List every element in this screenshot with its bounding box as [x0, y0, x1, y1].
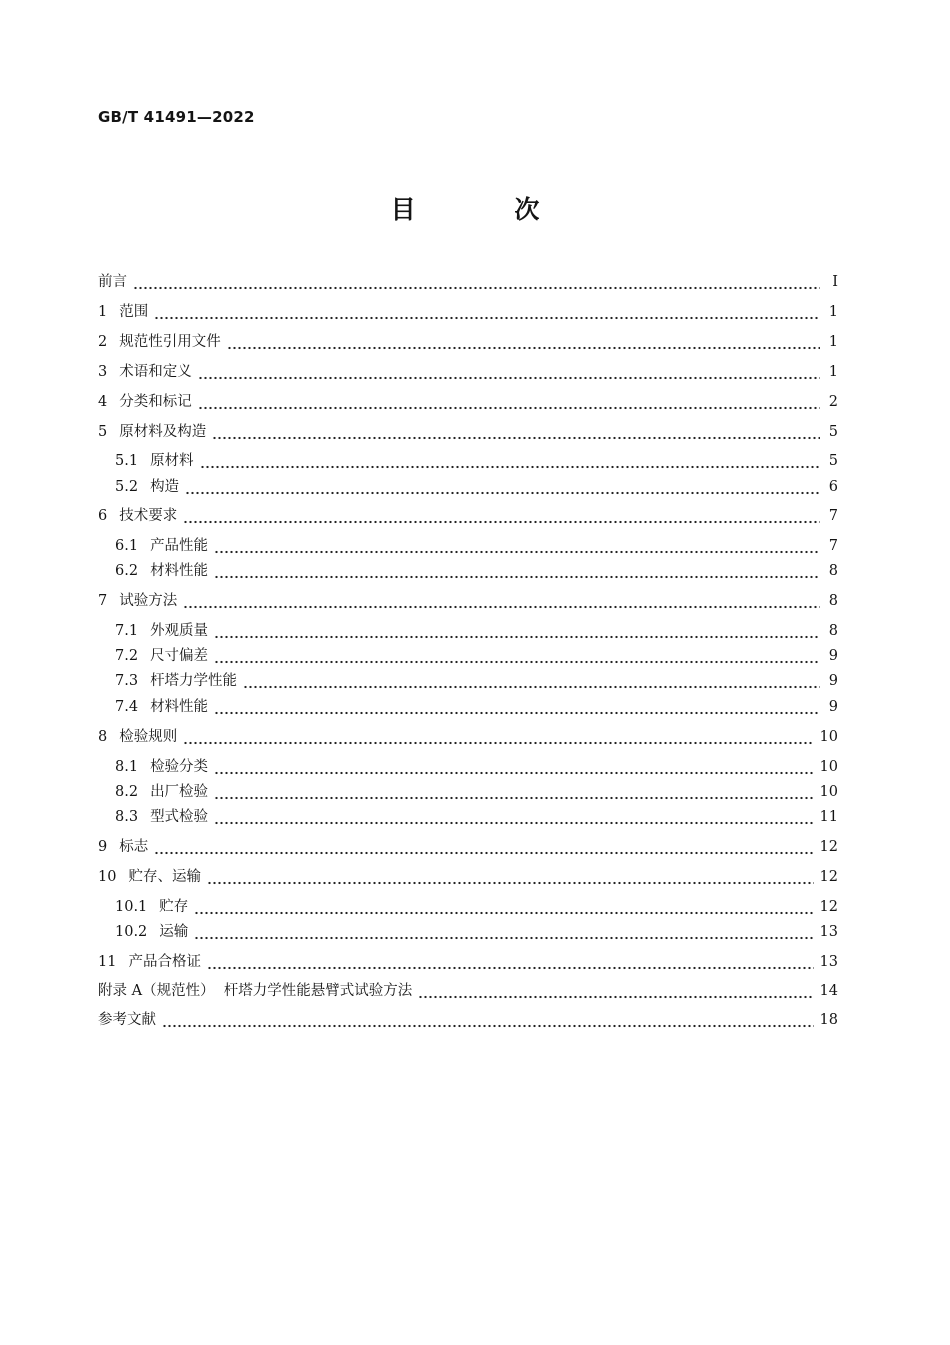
toc-entry [98, 421, 838, 443]
toc-entry [115, 696, 838, 718]
toc-entry [98, 951, 838, 973]
toc-entry-label: 出厂检验 [150, 784, 209, 800]
toc-entry-page: 9 [828, 673, 838, 689]
toc-entry-page: 12 [819, 839, 838, 855]
toc-entry-label: 规范性引用文件 [119, 334, 221, 350]
toc-entry [98, 866, 838, 888]
toc-entry-number: 5.1 [115, 453, 139, 469]
toc-entry-page: 2 [828, 394, 838, 410]
toc-entry-label: 标志 [119, 839, 149, 855]
dot-leader [200, 450, 820, 472]
dot-leader [214, 560, 820, 582]
toc-entry-number: 5.2 [115, 479, 139, 495]
toc-entry-number: 3 [98, 364, 108, 380]
toc-entry [115, 620, 838, 642]
dot-leader [214, 696, 820, 718]
toc-entry-label: 范围 [119, 304, 149, 320]
toc-entry-number: 7.4 [115, 699, 139, 715]
toc-entry-number: 8.1 [115, 759, 139, 775]
toc-entry-number: 6.2 [115, 563, 139, 579]
toc-entry-page: 11 [819, 809, 838, 825]
toc-entry [115, 756, 838, 778]
toc-entry-label: 型式检验 [150, 809, 209, 825]
toc-entry-number: 5 [98, 424, 108, 440]
toc-entry-number: 7.1 [115, 623, 139, 639]
dot-leader [154, 836, 813, 858]
toc-entry-page: 1 [828, 304, 838, 320]
toc-entry [98, 590, 838, 612]
toc-entry-number: 7 [98, 593, 108, 609]
toc-entry-number: 10.2 [115, 924, 148, 940]
dot-leader [162, 1009, 814, 1031]
dot-leader [227, 331, 820, 353]
toc-entry [115, 670, 838, 692]
toc-entry-number: 11 [98, 954, 117, 970]
toc-entry [98, 836, 838, 858]
toc-entry-label: 参考文献 [98, 1012, 156, 1028]
toc-entry-label: 产品性能 [150, 538, 209, 554]
toc-entry-page: Ⅰ [832, 274, 838, 290]
dot-leader [214, 620, 820, 642]
toc-entry-number: 1 [98, 304, 108, 320]
toc-entry [98, 331, 838, 353]
toc-entry-number: 6 [98, 508, 108, 524]
toc-entry-page: 10 [819, 759, 838, 775]
toc-entry-page: 8 [828, 623, 838, 639]
toc-entry-page: 9 [828, 648, 838, 664]
toc-entry-label: 材料性能 [150, 699, 209, 715]
toc-entry-label: 原材料 [150, 453, 194, 469]
dot-leader [214, 756, 813, 778]
toc-entry [115, 645, 838, 667]
toc-entry-page: 18 [819, 1012, 838, 1028]
toc-entry [98, 980, 838, 1002]
document-code: GB/T 41491—2022 [98, 108, 255, 126]
dot-leader [214, 645, 820, 667]
toc-entry-number: 4 [98, 394, 108, 410]
toc-title: 目 次 [390, 195, 585, 224]
toc-entry-label: 材料性能 [150, 563, 209, 579]
toc-entry-page: 9 [828, 699, 838, 715]
dot-leader [194, 921, 813, 943]
toc-entry-label: 分类和标记 [119, 394, 192, 410]
toc-entry-label: 构造 [150, 479, 180, 495]
dot-leader [214, 806, 813, 828]
toc-entry-page: 12 [819, 869, 838, 885]
dot-leader [183, 590, 820, 612]
toc-entry-number: 7.2 [115, 648, 139, 664]
toc-entry-page: 5 [828, 424, 838, 440]
dot-leader [183, 726, 813, 748]
toc-entry-page: 8 [828, 563, 838, 579]
toc-entry [98, 505, 838, 527]
toc-entry-label: 前言 [98, 274, 127, 290]
toc-entry [98, 361, 838, 383]
toc-entry [115, 476, 838, 498]
toc-entry-number: 7.3 [115, 673, 139, 689]
dot-leader [214, 781, 813, 803]
toc-entry [98, 301, 838, 323]
toc-entry-label: 产品合格证 [128, 954, 201, 970]
toc-entry-label: 杆塔力学性能 [150, 673, 238, 689]
toc-entry [115, 896, 838, 918]
toc-entry-label: 附录 A（规范性） 杆塔力学性能悬臂式试验方法 [98, 983, 413, 999]
toc-entry-page: 12 [819, 899, 838, 915]
dot-leader [243, 670, 820, 692]
toc-entry-label: 术语和定义 [119, 364, 192, 380]
toc-entry-page: 6 [828, 479, 838, 495]
toc-entry-page: 7 [828, 538, 838, 554]
toc-entry-number: 8 [98, 729, 108, 745]
toc-entry-label: 原材料及构造 [119, 424, 207, 440]
toc-entry-label: 技术要求 [119, 508, 178, 524]
dot-leader [185, 476, 820, 498]
dot-leader [198, 361, 820, 383]
dot-leader [207, 866, 814, 888]
toc-entry [98, 271, 838, 293]
toc-entry-number: 10.1 [115, 899, 148, 915]
toc-entry-page: 8 [828, 593, 838, 609]
dot-leader [183, 505, 820, 527]
dot-leader [207, 951, 814, 973]
dot-leader [133, 271, 820, 293]
toc-entry-number: 8.3 [115, 809, 139, 825]
dot-leader [418, 980, 813, 1002]
toc-entry-page: 13 [819, 954, 838, 970]
dot-leader [198, 391, 820, 413]
toc-entry-page: 1 [828, 334, 838, 350]
dot-leader [212, 421, 820, 443]
toc-entry-label: 试验方法 [119, 593, 178, 609]
toc-entry-page: 1 [828, 364, 838, 380]
toc-entry [115, 806, 838, 828]
toc-entry-page: 7 [828, 508, 838, 524]
toc-entry-page: 10 [819, 729, 838, 745]
toc-entry-number: 9 [98, 839, 108, 855]
toc-entry-label: 检验分类 [150, 759, 209, 775]
toc-entry-label: 运输 [159, 924, 189, 940]
toc-entry [98, 391, 838, 413]
toc-entry-label: 检验规则 [119, 729, 178, 745]
toc-entry-number: 6.1 [115, 538, 139, 554]
toc-entry [98, 1009, 838, 1031]
toc-entry-label: 贮存、运输 [128, 869, 201, 885]
toc-entry-number: 8.2 [115, 784, 139, 800]
toc-entry-number: 10 [98, 869, 117, 885]
toc-entry-number: 2 [98, 334, 108, 350]
toc-entry [115, 450, 838, 472]
toc-entry-page: 5 [828, 453, 838, 469]
toc-entry [115, 535, 838, 557]
toc-entry [115, 781, 838, 803]
dot-leader [214, 535, 820, 557]
toc-entry-page: 13 [819, 924, 838, 940]
toc-entry [115, 560, 838, 582]
toc-entry [98, 726, 838, 748]
toc-entry-page: 14 [819, 983, 838, 999]
toc-entry [115, 921, 838, 943]
toc-entry-label: 尺寸偏差 [150, 648, 209, 664]
dot-leader [194, 896, 813, 918]
dot-leader [154, 301, 820, 323]
toc-entry-page: 10 [819, 784, 838, 800]
toc-entry-label: 外观质量 [150, 623, 209, 639]
toc-entry-label: 贮存 [159, 899, 189, 915]
